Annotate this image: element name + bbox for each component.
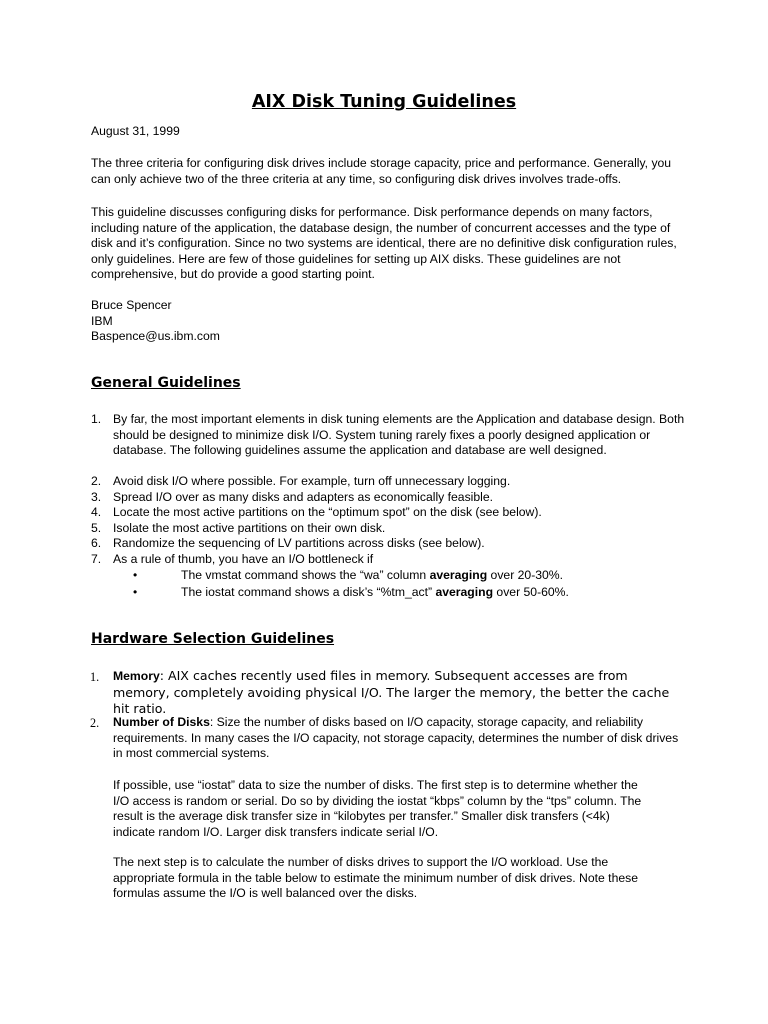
general-guidelines-heading: General Guidelines [91,375,241,391]
bullet-icon: • [133,568,138,582]
list-number: 1. [91,412,102,426]
bullet-text: The iostat command shows a disk’s “%tm_act” averaging over 50-60%. [181,585,569,599]
list-number: 6. [91,536,102,550]
list-text: Randomize the sequencing of LV partitions across disks (see below). [113,536,485,550]
author-org: IBM [91,313,113,328]
list-text: Memory: AIX caches recently used files in memory. Subsequent accesses are from memory, completely avoiding physical I/O. The larger the memory, the better the cache hit ratio. [113,668,670,717]
list-text: By far, the most important elements in disk tuning elements are the Application and database design. Both should be designed to minimize disk I/O. System tuning rarely fixes a poorly designed application or database. The following guidelines assume the application and database are well designed. [113,412,685,458]
memory-label: Memory [113,669,160,683]
list-number: 1. [90,670,100,684]
document-title: AIX Disk Tuning Guidelines [251,92,517,112]
list-text: As a rule of thumb, you have an I/O bottleneck if [113,552,374,566]
hardware-guidelines-heading: Hardware Selection Guidelines [91,631,335,647]
author-name: Bruce Spencer [91,298,172,312]
author-email: Baspence@us.ibm.com [91,329,220,344]
disk-calc-paragraph: The next step is to calculate the number of disks drives to support the I/O workload. Use the appropriate formula in the table below to estimate the minimum number of disk drives. Note these formulas assume the I/O is well balanced over the disks. [113,855,638,901]
number-of-disks-label: Number of Disks [113,715,210,729]
list-text: Spread I/O over as many disks and adapters as economically feasible. [113,490,494,504]
document-date: August 31, 1999 [91,124,180,138]
list-number: 5. [91,521,102,535]
list-text: Locate the most active partitions on the “optimum spot” on the disk (see below). [113,505,542,519]
list-number: 7. [91,552,102,566]
list-number: 3. [91,490,102,504]
list-text: Avoid disk I/O where possible. For example, turn off unnecessary logging. [113,474,511,488]
list-text: Isolate the most active partitions on their own disk. [113,521,386,535]
author-block [91,298,691,345]
list-number: 4. [91,505,102,519]
bullet-text: The vmstat command shows the “wa” column averaging over 20-30%. [181,568,564,582]
list-number: 2. [90,716,100,730]
list-number: 2. [91,474,102,488]
intro-paragraph-2: This guideline discusses configuring disks for performance. Disk performance depends on many factors, including nature of the application, the database design, the number of concurrent accesses and the type of disk and it’s configuration. Since no two systems are identical, there are no definitive disk configuration rules, only guidelines. Here are few of those guidelines for setting up AIX disks. These guidelines are not comprehensive, but do provide a good starting point. [91,205,677,282]
list-text: Number of Disks: Size the number of disks based on I/O capacity, storage capacity, and reliability requirements. In many cases the I/O capacity, not storage capacity, determines the number of disk drives in most commercial systems. [113,715,679,761]
bullet-icon: • [133,585,138,599]
iostat-paragraph: If possible, use “iostat” data to size the number of disks. The first step is to determine whether the I/O access is random or serial. Do so by dividing the iostat “kbps” column by the “tps” column. The result is the average disk transfer size in “kilobytes per transfer.” Smaller disk transfers (<4k) indicate random I/O. Larger disk transfers indicate serial I/O. [113,778,642,839]
intro-paragraph-1: The three criteria for configuring disk drives include storage capacity, price and performance. Generally, you can only achieve two of the three criteria at any time, so configuring disk drives involves trade-offs. [91,156,672,186]
